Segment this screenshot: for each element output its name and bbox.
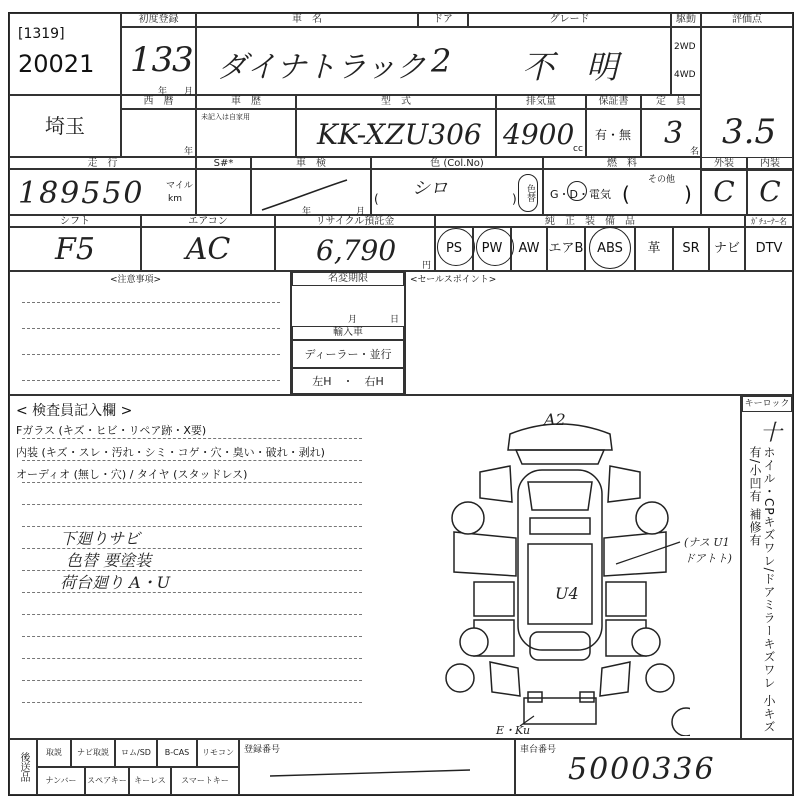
warranty-header: 保証書 <box>586 95 641 109</box>
equip-pw: PW <box>473 227 511 271</box>
color-change-circled: 色替 <box>518 174 538 212</box>
mileage-cell <box>9 169 196 215</box>
km-unit: km <box>168 194 182 204</box>
drive-header: 駆動 <box>671 13 701 27</box>
circle-abs <box>589 227 631 269</box>
equip-abs: ABS <box>585 227 635 271</box>
reg-number-cell <box>239 739 515 795</box>
reg-number-label: 登録番号 <box>244 745 281 755</box>
footer-item-bcas: B-CAS <box>157 739 197 767</box>
footer-item-rom: ロム/SD <box>115 739 157 767</box>
inspector-line1: Fガラス (キズ・ヒビ・リペア跡・X要) <box>16 424 207 437</box>
grade-value: 不 明 <box>522 48 619 86</box>
equip-navi: ナビ <box>709 227 745 271</box>
region: 埼玉 <box>9 95 121 157</box>
diagram-note-top: A2 <box>544 410 566 429</box>
name-change-day: 日 <box>390 315 400 325</box>
diagram-note-center: U4 <box>555 584 579 603</box>
doors-header: ドア <box>418 13 468 27</box>
color: シロ <box>412 178 448 199</box>
drive-4wd: 4WD <box>674 70 696 80</box>
equip-airbag: エアB <box>547 227 585 271</box>
inspector-box <box>9 395 741 739</box>
name-change-label: 名変期限 <box>292 272 404 286</box>
equip-sr: SR <box>673 227 709 271</box>
memo-2: 色替 要塗装 <box>66 551 152 570</box>
int-grade: C <box>747 169 793 215</box>
score-header: 評価点 <box>701 13 793 27</box>
cc-header: 排気量 <box>496 95 586 109</box>
year-unit: 年 <box>158 87 168 97</box>
color-header: 色 (Col.No) <box>371 157 543 169</box>
fuel-d-circle <box>567 181 587 201</box>
first-reg-header: 初度登録 <box>121 13 196 27</box>
fuel-paren-close: ) <box>684 182 692 206</box>
west-year-unit: 年 <box>184 147 194 157</box>
caution-label: <注意事項> <box>110 275 162 285</box>
footer-item-smart-key: スマートキー <box>171 767 239 795</box>
west-header: 西 暦 <box>121 95 196 109</box>
fuel-paren-open: ( <box>622 182 630 206</box>
color-cell <box>371 169 543 215</box>
ac-header: エアコン <box>141 215 275 227</box>
circle-ps <box>437 228 475 266</box>
first-reg-year: 13 <box>130 40 174 80</box>
inspection-cell <box>251 169 371 215</box>
fuel-cell <box>543 169 701 215</box>
shift-header: シフト <box>9 215 141 227</box>
auction-sheet <box>8 12 794 796</box>
displacement: 4900 <box>503 118 575 151</box>
lot-code: [1319] <box>18 26 65 42</box>
lot-box <box>9 13 121 95</box>
yen-unit: 円 <box>422 261 432 271</box>
equip-ps: PS <box>435 227 473 271</box>
model-cell <box>296 109 496 157</box>
handle-label: 左H ・ 右H <box>292 368 404 394</box>
s-cell <box>196 169 251 215</box>
history-note: 未記入は自家用 <box>201 113 250 121</box>
recycle-fee: 6,790 <box>316 234 397 267</box>
capacity: 3 <box>664 116 684 151</box>
fuel-other: その他 <box>648 175 676 185</box>
mileage-header: 走 行 <box>9 157 196 169</box>
west-cell <box>121 109 196 157</box>
score-value: 3.5 <box>722 112 777 152</box>
import-label: 輸入車 <box>292 326 404 340</box>
capacity-cell <box>641 109 701 157</box>
equip-leather: 革 <box>635 227 673 271</box>
footer-item-keyless: キーレス <box>129 767 171 795</box>
first-reg-month: 3 <box>172 40 194 80</box>
footer-item-remote: リモコン <box>197 739 239 767</box>
tuner-header: ｶﾞﾁｭｰﾅｰ名 <box>745 215 793 227</box>
memo-3: 荷台廻り A・U <box>60 573 171 592</box>
equip-aw: AW <box>511 227 547 271</box>
side-box <box>741 395 793 739</box>
caution-box <box>9 271 291 395</box>
history-cell <box>196 109 296 157</box>
score-cell <box>701 27 793 171</box>
diagram-note-right: (ナス U1 ドアトト) <box>684 536 732 565</box>
equipment-header: 純 正 装 備 品 <box>435 215 745 227</box>
equip-dtv: DTV <box>745 227 793 271</box>
chassis-label: 車台番号 <box>520 745 557 755</box>
car-name-header: 車 名 <box>196 13 418 27</box>
mile-unit: マイル <box>166 181 193 191</box>
warranty-cell <box>586 109 641 157</box>
color-paren-open: ( <box>374 192 379 206</box>
side-vertical-text: ホイル・CPキズワレ/ドアミラーキズワレ 小キズ有/小凹有 補修有 <box>748 446 776 734</box>
capacity-unit: 名 <box>690 147 700 157</box>
inspection-month-unit: 月 <box>356 207 366 217</box>
name-change-box <box>291 271 405 395</box>
color-paren-close: ) <box>512 192 517 206</box>
first-reg-cell <box>121 27 196 95</box>
chassis-number: 5000336 <box>568 752 716 787</box>
ext-grade: C <box>701 169 747 215</box>
sales-label: <セールスポイント> <box>410 275 497 285</box>
diagram-note-bottom: E・Ku <box>496 724 531 737</box>
cc-cell <box>496 109 586 157</box>
footer-rear-label: 後送品 <box>9 739 37 795</box>
recycle-header: リサイクル預託金 <box>275 215 435 227</box>
warranty: 有・無 <box>595 128 632 142</box>
fuel-options: G・D・電気 <box>550 188 611 201</box>
footer-item-navi-manual: ナビ取説 <box>71 739 115 767</box>
aircon: AC <box>141 227 275 271</box>
int-header: 内装 <box>747 157 793 169</box>
drive-cell <box>671 27 701 95</box>
drive-2wd: 2WD <box>674 42 696 52</box>
footer-item-manual: 取説 <box>37 739 71 767</box>
circle-pw <box>476 228 514 266</box>
model-header: 型 式 <box>296 95 496 109</box>
cc-unit: cc <box>573 144 583 154</box>
reg-strike <box>240 740 516 796</box>
inspection-scribble <box>252 170 372 216</box>
lot-number: 20021 <box>18 50 95 78</box>
memo-1: 下廻りサビ <box>60 529 141 548</box>
name-change-month: 月 <box>348 315 358 325</box>
grade-header: グレード <box>468 13 671 27</box>
capacity-header: 定 員 <box>641 95 701 109</box>
dealer-label: ディーラー・並行 <box>292 340 404 368</box>
key-lock-value: 十 <box>760 421 783 446</box>
s-header: S#* <box>196 157 251 169</box>
model-code: KK-XZU306 <box>317 118 482 151</box>
month-unit: 月 <box>184 87 194 97</box>
mileage: 189550 <box>18 176 145 211</box>
inspector-title: < 検査員記入欄 > <box>16 403 133 419</box>
sales-box <box>405 271 793 395</box>
inspector-line3: オーディオ (無し・穴) / タイヤ (スタッドレス) <box>16 468 248 481</box>
door-count: 2 <box>431 42 452 80</box>
shift: F5 <box>9 227 141 271</box>
car-name: ダイナトラック <box>217 50 426 85</box>
key-lock-label: キーロック <box>742 396 792 412</box>
footer-item-plate: ナンバー <box>37 767 85 795</box>
car-name-cell <box>196 27 671 95</box>
inspector-line2: 内装 (キズ・スレ・汚れ・シミ・コゲ・穴・臭い・破れ・剥れ) <box>16 446 325 459</box>
ext-header: 外装 <box>701 157 747 169</box>
footer-item-spare-key: スペアキー <box>85 767 129 795</box>
inspection-header: 車 検 <box>251 157 371 169</box>
truck-diagram <box>430 406 690 736</box>
inspection-year-unit: 年 <box>302 207 312 217</box>
history-header: 車 歴 <box>196 95 296 109</box>
recycle-cell <box>275 227 435 271</box>
fuel-header: 燃 料 <box>543 157 701 169</box>
chassis-cell <box>515 739 793 795</box>
